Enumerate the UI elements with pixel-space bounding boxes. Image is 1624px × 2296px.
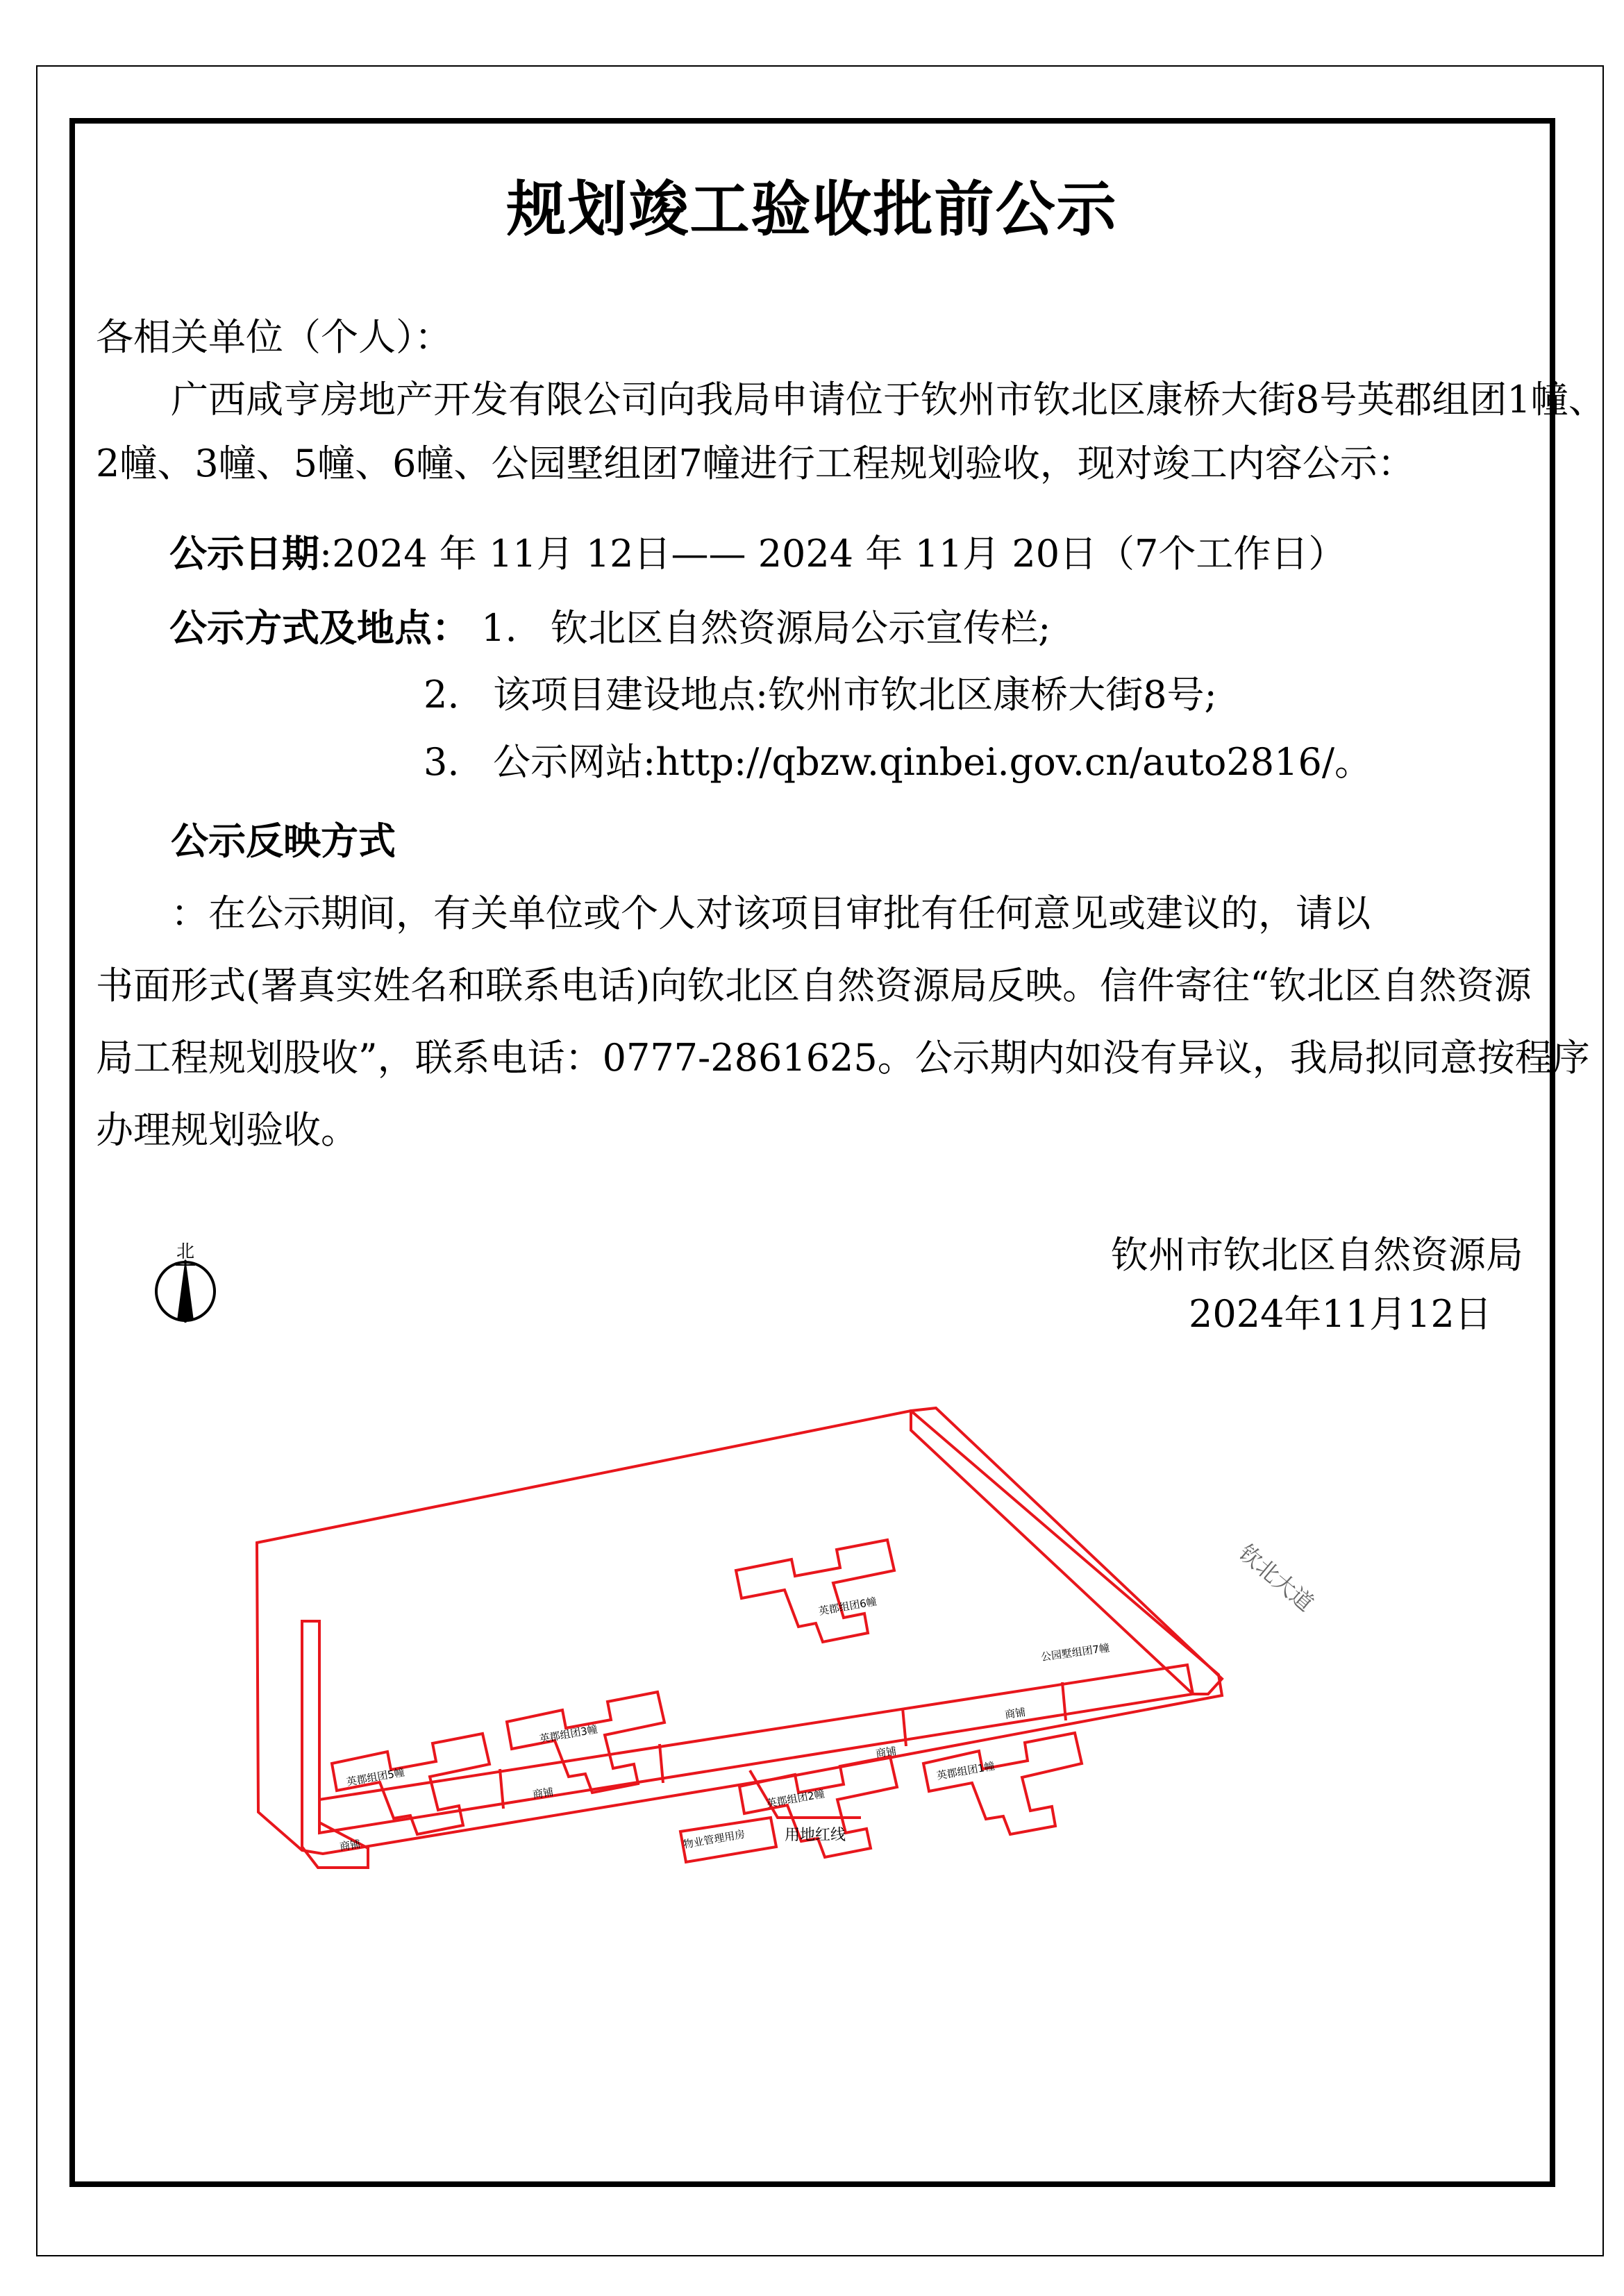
signature-date: 2024年11月12日 — [1189, 1292, 1492, 1336]
intro-line-2: 2幢、3幢、5幢、6幢、公园墅组团7幢进行工程规划验收，现对竣工内容公示： — [96, 442, 1415, 485]
label-building-3: 英郡组团3幢 — [538, 1723, 598, 1745]
label-shop: 商铺 — [875, 1744, 898, 1760]
method-number: 2. — [424, 673, 460, 717]
feedback-text: ：在公示期间，有关单位或个人对该项目审批有任何意见或建议的，请以 — [171, 891, 1371, 935]
method-label: 公示方式及地点： — [169, 606, 469, 650]
label-building-5: 英郡组团5幢 — [345, 1766, 405, 1788]
label-building-2: 英郡组团2幢 — [765, 1787, 826, 1810]
date-label: 公示日期 — [169, 532, 319, 576]
method-text: 该项目建设地点:钦州市钦北区康桥大街8号; — [493, 673, 1217, 717]
method-text: 钦北区自然资源局公示宣传栏; — [551, 606, 1051, 650]
label-property-office: 物业管理用房 — [682, 1827, 746, 1851]
date-value: :2024 年 11月 12日—— 2024 年 11月 20日（7个工作日） — [319, 532, 1346, 576]
label-road: 钦北大道 — [1233, 1539, 1319, 1617]
label-shop: 商铺 — [339, 1837, 362, 1853]
building-3-outline — [507, 1692, 664, 1793]
feedback-line-2: 书面形式(署真实姓名和联系电话)向钦北区自然资源局反映。信件寄往“钦北区自然资源 — [96, 964, 1532, 1007]
building-6-outline — [736, 1540, 894, 1642]
feedback-line-3: 局工程规划股收”，联系电话：0777-2861625。公示期内如没有异议，我局拟同意按程序 — [96, 1036, 1590, 1080]
method-number: 3. — [424, 740, 460, 784]
north-label: 北 — [176, 1241, 195, 1262]
label-building-7: 公园墅组团7幢 — [1040, 1641, 1111, 1664]
label-redline: 用地红线 — [785, 1827, 846, 1844]
salutation: 各相关单位（个人）： — [96, 315, 452, 359]
method-text: 公示网站:http://qbzw.qinbei.gov.cn/auto2816/。 — [493, 740, 1373, 784]
label-shop: 商铺 — [532, 1785, 555, 1801]
feedback-label: 公示反映方式 — [171, 819, 396, 863]
label-building-6: 英郡组团6幢 — [817, 1595, 878, 1618]
feedback-line-4: 办理规划验收。 — [96, 1108, 358, 1152]
intro-line-1: 广西咸亨房地产开发有限公司向我局申请位于钦州市钦北区康桥大街8号英郡组团1幢、 — [171, 378, 1606, 421]
label-building-1: 英郡组团1幢 — [935, 1759, 996, 1782]
signature-organization: 钦州市钦北区自然资源局 — [1111, 1233, 1523, 1277]
page-title: 规划竣工验收批前公示 — [506, 175, 1118, 244]
label-shop: 商铺 — [1004, 1705, 1027, 1721]
method-number: 1. — [481, 606, 517, 650]
north-arrow-icon — [156, 1241, 215, 1323]
